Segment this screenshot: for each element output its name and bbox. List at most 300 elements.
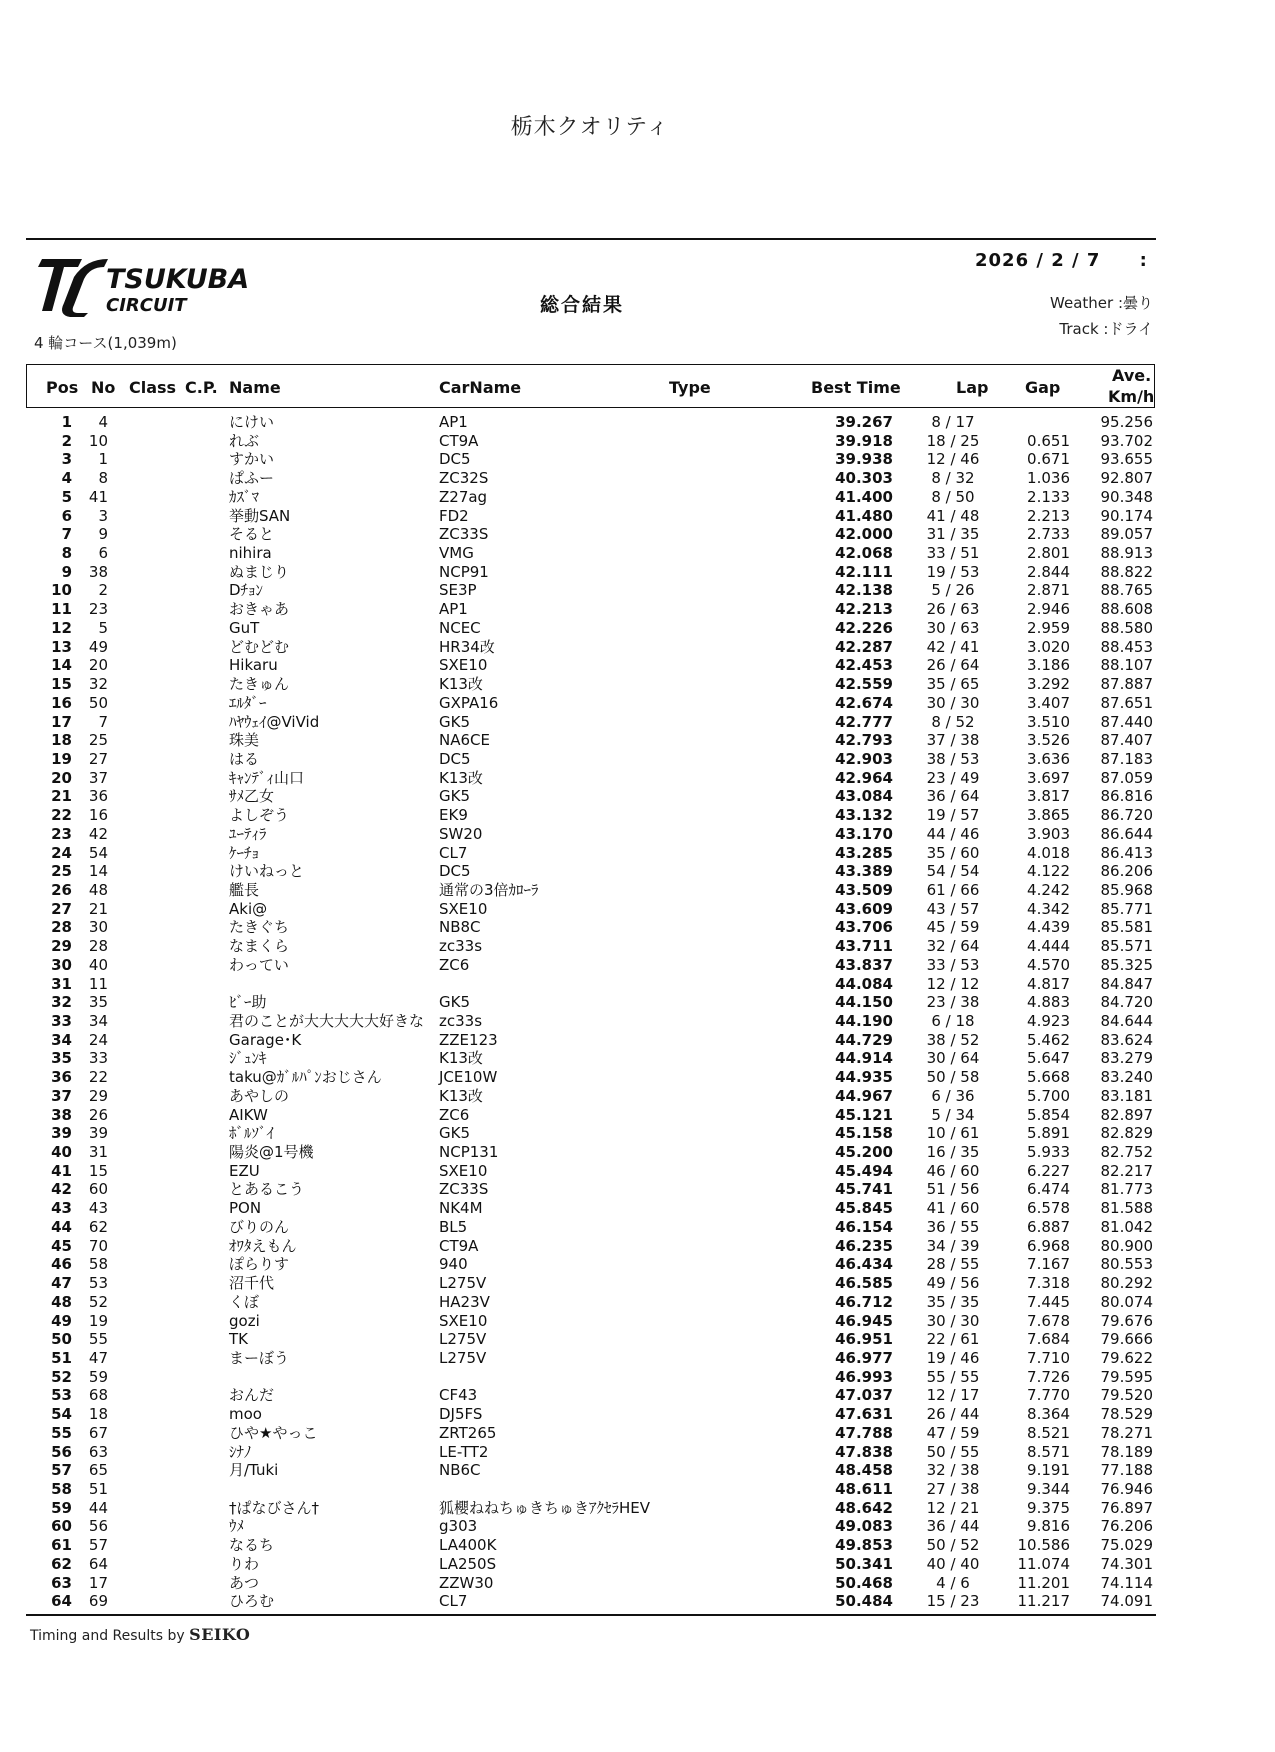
- cell-best-time: 42.559: [835, 675, 893, 694]
- cell-ave-speed: 79.622: [1100, 1348, 1153, 1367]
- table-row: [0, 1143, 1275, 1162]
- cell-no: 2: [98, 581, 108, 600]
- cell-pos: 35: [51, 1049, 72, 1068]
- table-row: [0, 731, 1275, 750]
- cell-pos: 59: [51, 1498, 72, 1517]
- cell-ave-speed: 81.042: [1100, 1217, 1153, 1236]
- cell-gap: 7.684: [1027, 1330, 1070, 1349]
- cell-best-time: 43.132: [835, 806, 893, 825]
- table-row: [0, 1087, 1275, 1106]
- cell-lap: 8 / 52: [931, 712, 975, 731]
- table-row: [0, 619, 1275, 638]
- cell-best-time: 43.706: [835, 918, 893, 937]
- cell-name: 珠美: [229, 731, 260, 750]
- cell-gap: 3.903: [1027, 824, 1070, 843]
- cell-name: EZU: [229, 1161, 260, 1180]
- cell-pos: 30: [51, 955, 72, 974]
- cell-lap: 36 / 55: [926, 1217, 980, 1236]
- cell-gap: 11.074: [1017, 1554, 1070, 1573]
- cell-name: おんだ: [229, 1386, 275, 1405]
- cell-name: Garage･K: [229, 1030, 302, 1049]
- cell-no: 15: [88, 1161, 108, 1180]
- cell-lap: 15 / 23: [926, 1592, 980, 1611]
- cell-gap: 3.020: [1027, 637, 1070, 656]
- cell-gap: 0.671: [1027, 450, 1070, 469]
- cell-name: Aki@: [229, 899, 268, 918]
- cell-no: 31: [88, 1143, 108, 1162]
- cell-no: 19: [88, 1311, 108, 1330]
- cell-no: 33: [88, 1049, 108, 1068]
- cell-ave-speed: 77.188: [1100, 1461, 1153, 1480]
- cell-carname: SXE10: [439, 1161, 488, 1180]
- cell-lap: 44 / 46: [926, 824, 980, 843]
- cell-carname: SE3P: [439, 581, 477, 600]
- cell-no: 36: [88, 787, 108, 806]
- cell-lap: 30 / 30: [926, 1311, 980, 1330]
- cell-pos: 57: [51, 1461, 72, 1480]
- cell-no: 4: [98, 413, 108, 431]
- cell-name: ぱふー: [229, 469, 275, 488]
- tc-logo-icon: [34, 255, 294, 317]
- table-row: [0, 787, 1275, 806]
- table-row: [0, 1592, 1275, 1611]
- cell-best-time: 48.611: [835, 1479, 893, 1498]
- cell-best-time: 47.838: [835, 1442, 893, 1461]
- cell-pos: 40: [51, 1143, 72, 1162]
- table-row: [0, 525, 1275, 544]
- cell-pos: 50: [51, 1330, 72, 1349]
- table-row: [0, 675, 1275, 694]
- cell-name: ｴﾙﾀﾞｰ: [229, 693, 267, 712]
- cell-no: 17: [88, 1573, 108, 1592]
- cell-gap: 3.186: [1027, 656, 1070, 675]
- cell-gap: 2.801: [1027, 544, 1070, 563]
- cell-ave-speed: 81.773: [1100, 1180, 1153, 1199]
- cell-lap: 34 / 39: [926, 1236, 980, 1255]
- table-row: [0, 581, 1275, 600]
- table-row: [0, 825, 1275, 844]
- cell-carname: CF43: [439, 1386, 478, 1405]
- cell-pos: 9: [61, 562, 72, 581]
- header-type: Type: [669, 378, 711, 397]
- cell-carname: g303: [439, 1517, 478, 1536]
- cell-name: taku@ｶﾞﾙﾊﾟﾝおじさん: [229, 1068, 382, 1087]
- cell-pos: 47: [51, 1274, 72, 1293]
- cell-gap: 2.959: [1027, 618, 1070, 637]
- cell-ave-speed: 90.174: [1100, 506, 1153, 525]
- cell-best-time: 40.303: [835, 469, 893, 488]
- cell-best-time: 43.837: [835, 955, 893, 974]
- cell-pos: 54: [51, 1405, 72, 1424]
- cell-pos: 62: [51, 1554, 72, 1573]
- cell-lap: 28 / 55: [926, 1255, 980, 1274]
- cell-carname: ZZW30: [439, 1573, 494, 1592]
- cell-lap: 6 / 36: [931, 1086, 975, 1105]
- cell-no: 55: [88, 1330, 108, 1349]
- cell-ave-speed: 92.807: [1100, 469, 1153, 488]
- cell-lap: 18 / 25: [926, 431, 980, 450]
- date-value: 2026 / 2 / 7: [975, 250, 1101, 271]
- cell-lap: 19 / 46: [926, 1348, 980, 1367]
- cell-gap: 5.854: [1027, 1105, 1070, 1124]
- table-row: [0, 881, 1275, 900]
- top-rule: [26, 238, 1156, 240]
- cell-no: 57: [88, 1536, 108, 1555]
- cell-lap: 54 / 54: [926, 862, 980, 881]
- header-pos: Pos: [46, 378, 79, 397]
- cell-name: あつ: [229, 1573, 260, 1592]
- cell-gap: 4.444: [1027, 937, 1070, 956]
- cell-lap: 41 / 48: [926, 506, 980, 525]
- cell-no: 5: [98, 618, 108, 637]
- cell-lap: 22 / 61: [926, 1330, 980, 1349]
- cell-ave-speed: 86.644: [1100, 824, 1153, 843]
- cell-lap: 40 / 40: [926, 1554, 980, 1573]
- table-row: [0, 862, 1275, 881]
- cell-best-time: 46.977: [835, 1348, 893, 1367]
- cell-gap: 2.133: [1027, 487, 1070, 506]
- cell-carname: AP1: [439, 600, 468, 619]
- cell-no: 50: [88, 693, 108, 712]
- cell-carname: L275V: [439, 1348, 487, 1367]
- cell-best-time: 47.631: [835, 1405, 893, 1424]
- cell-lap: 46 / 60: [926, 1161, 980, 1180]
- cell-name: ぽらりす: [229, 1255, 290, 1274]
- cell-no: 8: [98, 469, 108, 488]
- cell-lap: 51 / 56: [926, 1180, 980, 1199]
- cell-no: 1: [98, 450, 108, 469]
- cell-carname: NB6C: [439, 1461, 481, 1480]
- cell-best-time: 42.111: [835, 562, 893, 581]
- cell-ave-speed: 88.107: [1100, 656, 1153, 675]
- cell-no: 18: [88, 1405, 108, 1424]
- cell-no: 49: [88, 637, 108, 656]
- cell-no: 41: [88, 487, 108, 506]
- cell-ave-speed: 86.206: [1100, 862, 1153, 881]
- cell-best-time: 49.853: [835, 1536, 893, 1555]
- table-row: [0, 1049, 1275, 1068]
- cell-carname: 狐櫻ねねちゅきちゅきｱｸｾﾗHEV: [439, 1498, 651, 1517]
- cell-ave-speed: 79.595: [1100, 1367, 1153, 1386]
- cell-pos: 12: [51, 618, 72, 637]
- cell-gap: 7.318: [1027, 1274, 1070, 1293]
- cell-no: 37: [88, 768, 108, 787]
- table-row: [0, 1536, 1275, 1555]
- cell-best-time: 39.267: [835, 413, 893, 431]
- cell-ave-speed: 88.822: [1100, 562, 1153, 581]
- cell-ave-speed: 85.571: [1100, 937, 1153, 956]
- cell-no: 10: [88, 431, 108, 450]
- table-row: [0, 1349, 1275, 1368]
- cell-ave-speed: 82.752: [1100, 1143, 1153, 1162]
- page-title: 総合結果: [540, 294, 625, 316]
- cell-pos: 18: [51, 731, 72, 750]
- cell-best-time: 42.674: [835, 693, 893, 712]
- cell-carname: LA400K: [439, 1536, 497, 1555]
- cell-gap: 4.923: [1027, 1012, 1070, 1030]
- cell-carname: GK5: [439, 712, 471, 731]
- cell-gap: 4.242: [1027, 880, 1070, 899]
- cell-pos: 7: [61, 525, 72, 544]
- cell-ave-speed: 87.651: [1100, 693, 1153, 712]
- cell-carname: VMG: [439, 544, 474, 563]
- cell-ave-speed: 85.771: [1100, 899, 1153, 918]
- cell-carname: GK5: [439, 993, 471, 1012]
- cell-name: ﾕｰﾃｨﾗ: [229, 824, 267, 843]
- cell-lap: 8 / 17: [931, 413, 975, 431]
- cell-ave-speed: 76.946: [1100, 1479, 1153, 1498]
- cell-best-time: 42.000: [835, 525, 893, 544]
- header-kmh: Km/h: [1108, 387, 1155, 406]
- cell-gap: 3.865: [1027, 806, 1070, 825]
- cell-ave-speed: 87.887: [1100, 675, 1153, 694]
- cell-name: ｷｬﾝﾃﾞｨ山口: [229, 768, 305, 787]
- cell-ave-speed: 79.666: [1100, 1330, 1153, 1349]
- cell-ave-speed: 83.240: [1100, 1068, 1153, 1087]
- cell-gap: 2.733: [1027, 525, 1070, 544]
- cell-pos: 8: [61, 544, 72, 563]
- cell-lap: 41 / 60: [926, 1199, 980, 1218]
- cell-name: 月/Tuki: [229, 1461, 279, 1480]
- cell-carname: NCP131: [439, 1143, 499, 1162]
- cell-lap: 32 / 64: [926, 937, 980, 956]
- cell-pos: 48: [51, 1292, 72, 1311]
- cell-best-time: 44.084: [835, 974, 893, 993]
- table-row: [0, 918, 1275, 937]
- cell-best-time: 42.964: [835, 768, 893, 787]
- cell-name: なまくら: [229, 937, 290, 956]
- cell-pos: 64: [51, 1592, 72, 1611]
- cell-no: 39: [88, 1124, 108, 1143]
- cell-lap: 12 / 17: [926, 1386, 980, 1405]
- cell-lap: 4 / 6: [936, 1573, 970, 1592]
- cell-pos: 10: [51, 581, 72, 600]
- cell-gap: 3.510: [1027, 712, 1070, 731]
- cell-ave-speed: 76.897: [1100, 1498, 1153, 1517]
- cell-carname: CT9A: [439, 1236, 479, 1255]
- cell-pos: 61: [51, 1536, 72, 1555]
- cell-best-time: 45.200: [835, 1143, 893, 1162]
- cell-pos: 29: [51, 937, 72, 956]
- cell-ave-speed: 84.720: [1100, 993, 1153, 1012]
- cell-name: ｳﾒ: [229, 1517, 245, 1536]
- cell-pos: 58: [51, 1479, 72, 1498]
- cell-ave-speed: 90.348: [1100, 487, 1153, 506]
- table-row: [0, 1180, 1275, 1199]
- cell-carname: BL5: [439, 1217, 468, 1236]
- cell-no: 14: [88, 862, 108, 881]
- cell-name: たきゅん: [229, 675, 290, 694]
- cell-best-time: 50.468: [835, 1573, 893, 1592]
- cell-gap: 6.578: [1027, 1199, 1070, 1218]
- cell-gap: 5.933: [1027, 1143, 1070, 1162]
- cell-lap: 38 / 53: [926, 749, 980, 768]
- cell-gap: 3.407: [1027, 693, 1070, 712]
- header-best-time: Best Time: [811, 378, 901, 397]
- cell-ave-speed: 85.968: [1100, 880, 1153, 899]
- cell-carname: 通常の3倍ｶﾛｰﾗ: [439, 880, 539, 899]
- tsukuba-circuit-logo: [34, 255, 294, 317]
- cell-ave-speed: 93.702: [1100, 431, 1153, 450]
- time-separator: :: [1139, 250, 1148, 271]
- cell-gap: 4.817: [1027, 974, 1070, 993]
- cell-carname: CL7: [439, 1592, 468, 1611]
- cell-no: 54: [88, 843, 108, 862]
- cell-ave-speed: 85.325: [1100, 955, 1153, 974]
- cell-pos: 19: [51, 749, 72, 768]
- cell-name: れぶ: [229, 431, 260, 450]
- cell-name: TK: [229, 1330, 248, 1349]
- table-row: [0, 600, 1275, 619]
- cell-lap: 36 / 44: [926, 1517, 980, 1536]
- cell-pos: 37: [51, 1086, 72, 1105]
- cell-ave-speed: 76.206: [1100, 1517, 1153, 1536]
- cell-name: ぬまじり: [229, 562, 290, 581]
- cell-pos: 2: [61, 431, 72, 450]
- cell-best-time: 42.453: [835, 656, 893, 675]
- cell-name: Hikaru: [229, 656, 278, 675]
- cell-name: ｼﾞｭﾝｷ: [229, 1049, 267, 1068]
- cell-lap: 61 / 66: [926, 880, 980, 899]
- table-row: [0, 750, 1275, 769]
- cell-name: nihira: [229, 544, 272, 563]
- table-row: [0, 1162, 1275, 1181]
- cell-best-time: 42.213: [835, 600, 893, 619]
- cell-best-time: 42.287: [835, 637, 893, 656]
- cell-gap: 4.439: [1027, 918, 1070, 937]
- cell-carname: NB8C: [439, 918, 481, 937]
- table-row: [0, 656, 1275, 675]
- cell-no: 25: [88, 731, 108, 750]
- cell-lap: 50 / 58: [926, 1068, 980, 1087]
- cell-gap: 3.292: [1027, 675, 1070, 694]
- cell-lap: 43 / 57: [926, 899, 980, 918]
- cell-carname: zc33s: [439, 1012, 483, 1030]
- cell-best-time: 49.083: [835, 1517, 893, 1536]
- cell-no: 63: [88, 1442, 108, 1461]
- cell-pos: 42: [51, 1180, 72, 1199]
- cell-no: 7: [98, 712, 108, 731]
- cell-pos: 21: [51, 787, 72, 806]
- cell-no: 21: [88, 899, 108, 918]
- cell-ave-speed: 95.256: [1100, 413, 1153, 431]
- cell-name: りわ: [229, 1554, 260, 1573]
- cell-gap: 3.526: [1027, 731, 1070, 750]
- cell-ave-speed: 88.580: [1100, 618, 1153, 637]
- cell-no: 64: [88, 1554, 108, 1573]
- table-row: [0, 507, 1275, 526]
- cell-best-time: 43.084: [835, 787, 893, 806]
- table-row: [0, 1012, 1275, 1031]
- cell-gap: 2.213: [1027, 506, 1070, 525]
- cell-best-time: 45.494: [835, 1161, 893, 1180]
- table-row: [0, 1031, 1275, 1050]
- cell-name: どむどむ: [229, 637, 290, 656]
- cell-pos: 25: [51, 862, 72, 881]
- cell-ave-speed: 83.624: [1100, 1030, 1153, 1049]
- cell-pos: 60: [51, 1517, 72, 1536]
- cell-lap: 26 / 63: [926, 600, 980, 619]
- cell-pos: 14: [51, 656, 72, 675]
- cell-name: ｻﾒ乙女: [229, 787, 275, 806]
- cell-lap: 31 / 35: [926, 525, 980, 544]
- cell-carname: K13改: [439, 768, 483, 787]
- cell-pos: 6: [61, 506, 72, 525]
- cell-gap: 4.342: [1027, 899, 1070, 918]
- cell-best-time: 46.154: [835, 1217, 893, 1236]
- cell-best-time: 42.903: [835, 749, 893, 768]
- cell-best-time: 42.793: [835, 731, 893, 750]
- cell-ave-speed: 87.440: [1100, 712, 1153, 731]
- cell-no: 6: [98, 544, 108, 563]
- cell-carname: ZZE123: [439, 1030, 498, 1049]
- cell-pos: 34: [51, 1030, 72, 1049]
- cell-lap: 50 / 52: [926, 1536, 980, 1555]
- cell-name: なるち: [229, 1536, 275, 1555]
- cell-best-time: 50.341: [835, 1554, 893, 1573]
- cell-gap: 2.844: [1027, 562, 1070, 581]
- cell-carname: zc33s: [439, 937, 483, 956]
- cell-name: ｶｽﾞﾏ: [229, 487, 260, 506]
- cell-gap: 5.700: [1027, 1086, 1070, 1105]
- cell-no: 24: [88, 1030, 108, 1049]
- cell-name: はる: [229, 749, 260, 768]
- cell-pos: 55: [51, 1423, 72, 1442]
- cell-lap: 30 / 64: [926, 1049, 980, 1068]
- table-row: [0, 1124, 1275, 1143]
- cell-gap: 4.122: [1027, 862, 1070, 881]
- cell-carname: DC5: [439, 749, 471, 768]
- footer-brand: SEIKO: [189, 1625, 251, 1644]
- cell-gap: 9.344: [1027, 1479, 1070, 1498]
- cell-lap: 30 / 63: [926, 618, 980, 637]
- cell-carname: 940: [439, 1255, 468, 1274]
- cell-name: Dﾁｮﾝ: [229, 581, 264, 600]
- cell-gap: 9.375: [1027, 1498, 1070, 1517]
- cell-best-time: 41.480: [835, 506, 893, 525]
- cell-lap: 38 / 52: [926, 1030, 980, 1049]
- table-row: [0, 1293, 1275, 1312]
- cell-name: 沼千代: [229, 1274, 275, 1293]
- race-date: [975, 250, 1148, 271]
- cell-pos: 16: [51, 693, 72, 712]
- cell-best-time: 46.993: [835, 1367, 893, 1386]
- cell-best-time: 46.945: [835, 1311, 893, 1330]
- cell-best-time: 42.226: [835, 618, 893, 637]
- cell-no: 26: [88, 1105, 108, 1124]
- cell-best-time: 43.609: [835, 899, 893, 918]
- table-row: [0, 450, 1275, 469]
- cell-name: 挙動SAN: [229, 506, 291, 525]
- cell-pos: 36: [51, 1068, 72, 1087]
- table-row: [0, 1499, 1275, 1518]
- cell-ave-speed: 87.059: [1100, 768, 1153, 787]
- cell-pos: 27: [51, 899, 72, 918]
- cell-carname: L275V: [439, 1274, 487, 1293]
- cell-gap: 9.816: [1027, 1517, 1070, 1536]
- table-row: [0, 1068, 1275, 1087]
- cell-lap: 5 / 34: [931, 1105, 975, 1124]
- cell-name: 艦長: [229, 880, 260, 899]
- cell-pos: 22: [51, 806, 72, 825]
- cell-ave-speed: 86.720: [1100, 806, 1153, 825]
- cell-no: 58: [88, 1255, 108, 1274]
- header-carname: CarName: [439, 378, 522, 397]
- cell-pos: 31: [51, 974, 72, 993]
- cell-lap: 33 / 51: [926, 544, 980, 563]
- cell-lap: 30 / 30: [926, 693, 980, 712]
- cell-name: GuT: [229, 618, 260, 637]
